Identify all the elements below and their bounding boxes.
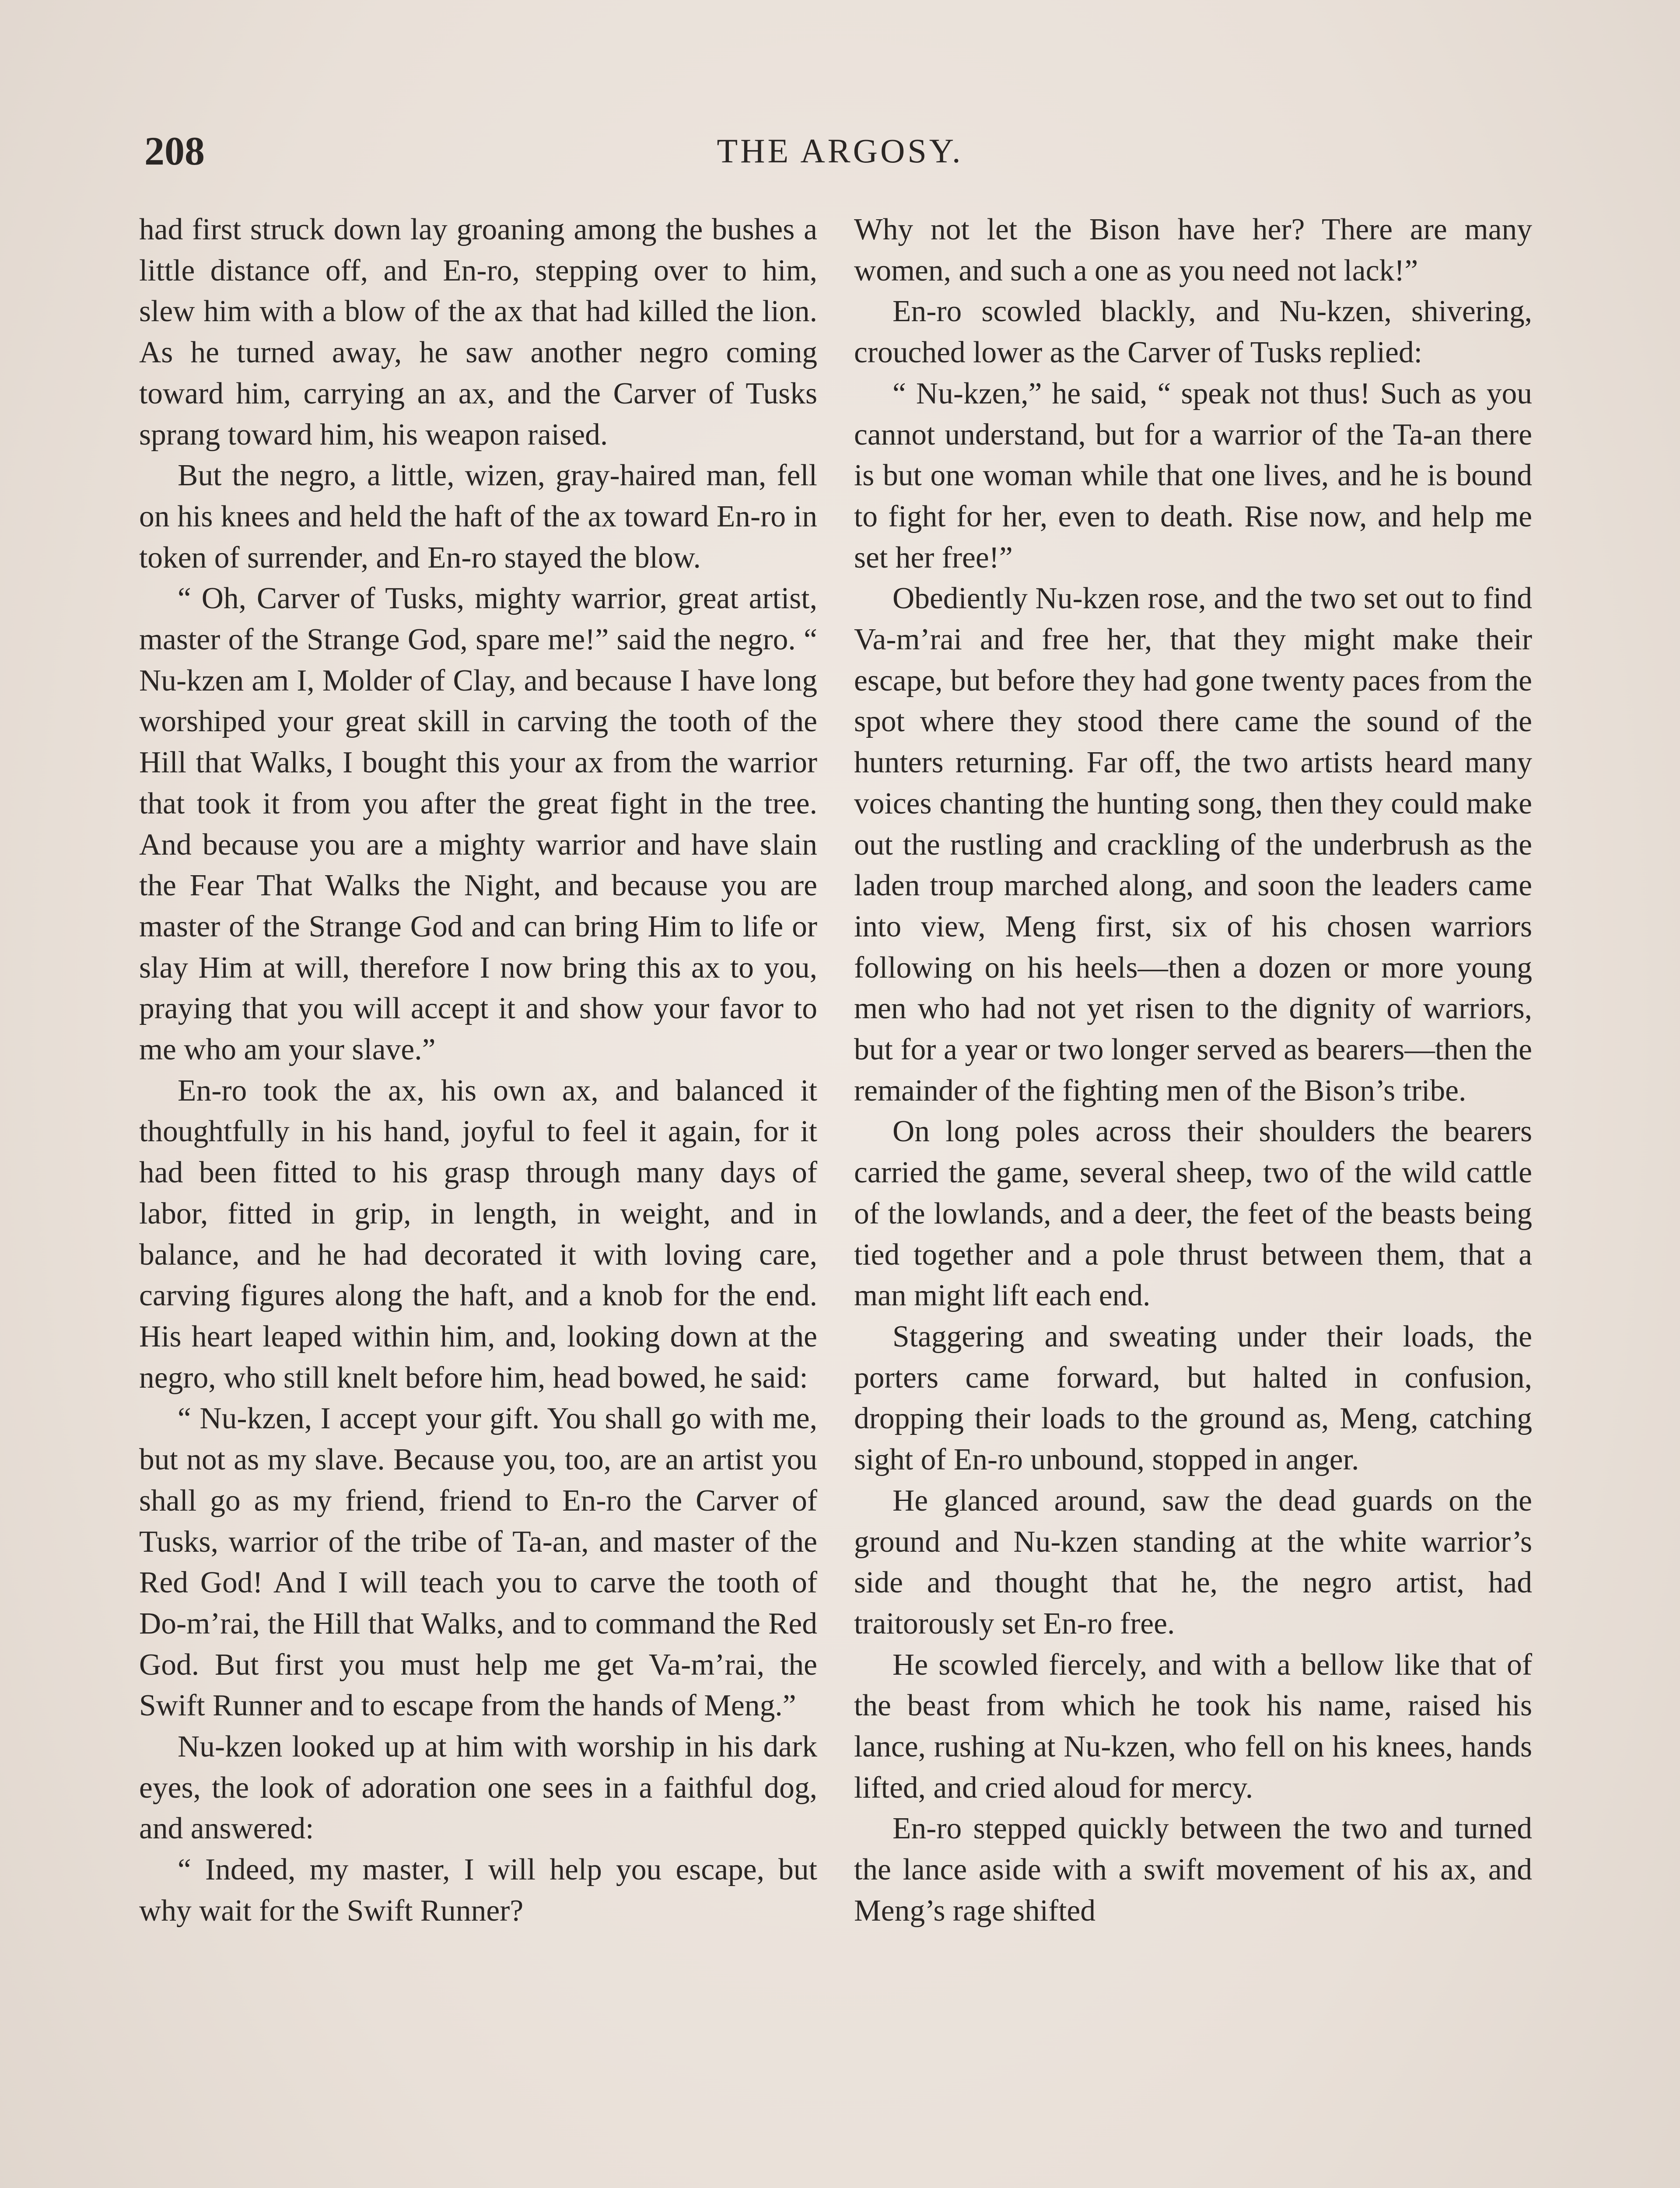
paragraph: But the negro, a little, wizen, gray-haired man, fell on his knees and held the haft of the ax toward En-ro in token of surrender, and En-ro stayed the blow. — [139, 459, 817, 575]
page-header — [144, 127, 1536, 175]
running-head: THE ARGOSY. — [717, 132, 963, 170]
paragraph: Obediently Nu-kzen rose, and the two set out to find Va-m’rai and free her, that they might make their escape, but before they had gone twenty paces from the spot where they stood there came the sound of the hunters returning. Far off, the two artists heard many voices chanting the hunting song, then they could make out the rustling and crackling of the underbrush as the laden troup marched along, and soon the leaders came into view, Meng first, six of his chosen warriors following on his heels—then a dozen or more young men who had not yet risen to the dignity of warriors, but for a year or two longer served as bearers—then the remainder of the fighting men of the Bison’s tribe. — [854, 582, 1532, 1108]
paragraph: Staggering and sweating under their loads, the porters came forward, but halted in confusion, dropping their loads to the ground as, Meng, catching sight of En-ro unbound, stopped in anger. — [854, 1319, 1532, 1477]
paragraph: “ Nu-kzen, I accept your gift. You shall go with me, but not as my slave. Because you, too, are an artist you shall go as my friend, friend to En-ro the Carver of Tusks, warrior of the tribe of Ta-an, and master of the Red God! And I will teach you to carve the tooth of Do-m’rai, the Hill that Walks, and to command the Red God. But first you must help me get Va-m’rai, the Swift Runner and to escape from the hands of Meng.” — [139, 1402, 817, 1723]
text-column-left — [139, 209, 817, 1932]
paragraph: En-ro scowled blackly, and Nu-kzen, shivering, crouched lower as the Carver of Tusks replied: — [854, 295, 1532, 370]
paragraph: Nu-kzen looked up at him with worship in his dark eyes, the look of adoration one sees in a faithful dog, and answered: — [139, 1730, 817, 1846]
paragraph: Why not let the Bison have her? There are many women, and such a one as you need not lack!” — [854, 213, 1532, 288]
paragraph: had first struck down lay groaning among the bushes a little distance off, and En-ro, stepping over to him, slew him with a blow of the ax that had killed the lion. As he turned away, he saw another negro coming toward him, carrying an ax, and the Carver of Tusks sprang toward him, his weapon raised. — [139, 213, 817, 452]
text-column-right — [854, 209, 1532, 1932]
paragraph: On long poles across their shoulders the bearers carried the game, several sheep, two of the wild cattle of the lowlands, and a deer, the feet of the beasts being tied together and a pole thrust between them, that a man might lift each end. — [854, 1115, 1532, 1313]
paragraph: En-ro stepped quickly between the two and turned the lance aside with a swift movement of his ax, and Meng’s rage shifted — [854, 1812, 1532, 1928]
paragraph: “ Oh, Carver of Tusks, mighty warrior, great artist, master of the Strange God, spare me!” said the negro. “ Nu-kzen am I, Molder of Clay, and because I have long worshiped your great skill in carving the tooth of the Hill that Walks, I bought this your ax from the warrior that took it from you after the great fight in the tree. And because you are a mighty warrior and have slain the Fear That Walks the Night, and because you are master of the Strange God and can bring Him to life or slay Him at will, therefore I now bring this ax to you, praying that you will accept it and show your favor to me who am your slave.” — [139, 582, 817, 1067]
paragraph: “ Indeed, my master, I will help you escape, but why wait for the Swift Runner? — [139, 1853, 817, 1928]
paragraph: En-ro took the ax, his own ax, and balanced it thoughtfully in his hand, joyful to feel it again, for it had been fitted to his grasp through many days of labor, fitted in grip, in length, in weight, and in balance, and he had decorated it with loving care, carving figures along the haft, and a knob for the end. His heart leaped within him, and, looking down at the negro, who still knelt before him, head bowed, he said: — [139, 1073, 817, 1395]
paragraph: He scowled fiercely, and with a bellow like that of the beast from which he took his name, raised his lance, rushing at Nu-kzen, who fell on his knees, hands lifted, and cried aloud for mercy. — [854, 1648, 1532, 1805]
paragraph: “ Nu-kzen,” he said, “ speak not thus! Such as you cannot understand, but for a warrior of the Ta-an there is but one woman while that one lives, and he is bound to fight for her, even to death. Rise now, and help me set her free!” — [854, 376, 1532, 575]
page-number: 208 — [144, 129, 205, 173]
paragraph: He glanced around, saw the dead guards on the ground and Nu-kzen standing at the white warrior’s side and thought that he, the negro artist, had traitorously set En-ro free. — [854, 1483, 1532, 1641]
